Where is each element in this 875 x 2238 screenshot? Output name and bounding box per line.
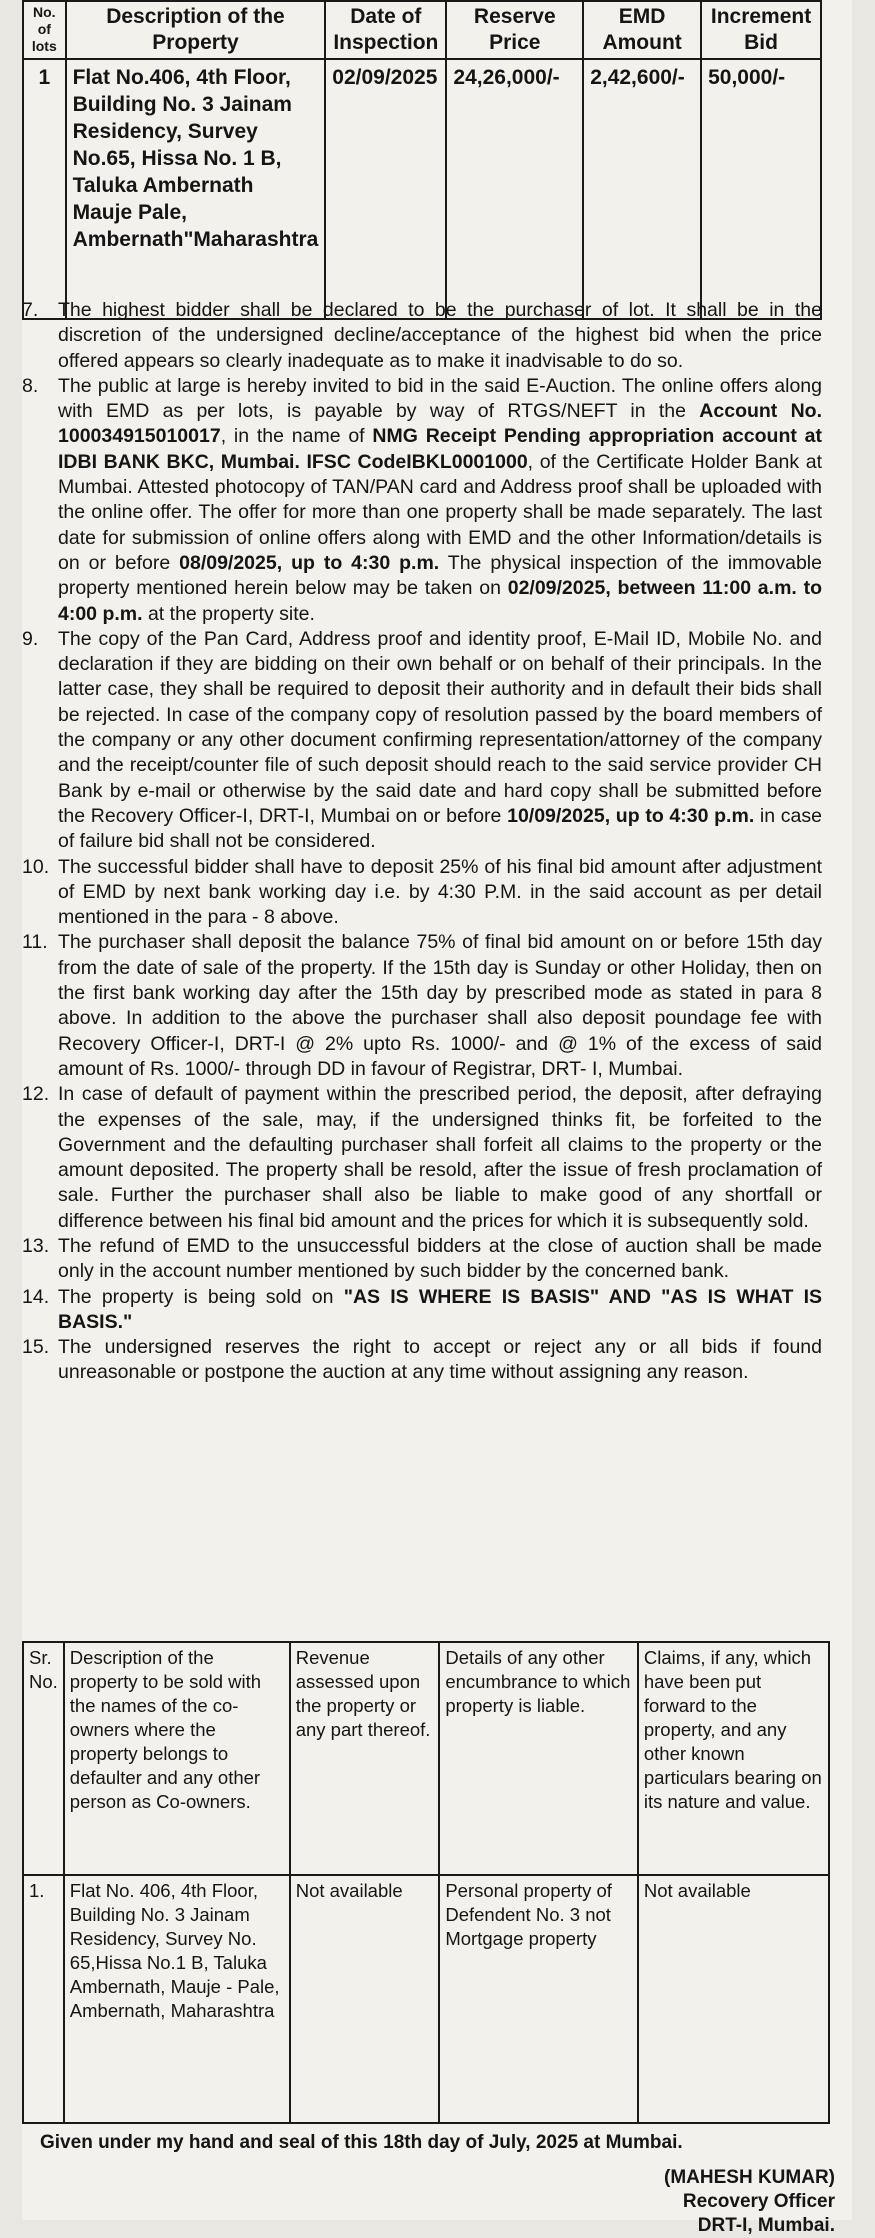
clause-9 — [22, 627, 822, 855]
clause-10 — [22, 855, 822, 931]
clause-7 — [22, 298, 822, 374]
schedule-revenue: Not available — [290, 1875, 440, 2123]
schedule-claims: Not available — [638, 1875, 829, 2123]
header-property-description: Description of the property to be sold with the names of the co-owners where the property belongs to defaulter and any other person as Co-owners. — [64, 1642, 290, 1875]
header-emd-amount: EMD Amount — [583, 1, 701, 59]
lot-number: 1 — [23, 59, 66, 319]
lot-emd-amount: 2,42,600/- — [583, 59, 701, 319]
clause-text: The undersigned reserves the right to accept or reject any or all bids if found unreasonable or postpone the auction at any time without assigning any reason. — [58, 1336, 822, 1384]
clause-8 — [22, 374, 822, 627]
header-increment-bid: Increment Bid — [701, 1, 821, 59]
header-revenue: Revenue assessed upon the property or any part thereof. — [290, 1642, 440, 1875]
schedule-encumbrance: Personal property of Defendent No. 3 not Mortgage property — [439, 1875, 638, 2123]
clause-11 — [22, 930, 822, 1082]
header-reserve-price: Reserve Price — [446, 1, 583, 59]
lot-row — [23, 59, 821, 319]
lot-table-header — [23, 1, 821, 59]
clause-12 — [22, 1082, 822, 1234]
property-schedule-table — [22, 1641, 830, 2124]
lot-reserve-price: 24,26,000/- — [446, 59, 583, 319]
clause-number: 14. — [22, 1285, 50, 1308]
clause-text: The highest bidder shall be declared to be the purchaser of lot. It shall be in the discretion of the undersigned decline/acceptance of the highest bid when the price offered appears so clearly inadequate as to make it inadvisable to do so. — [58, 299, 822, 372]
clause-text: The successful bidder shall have to deposit 25% of his final bid amount after adjustment of EMD by next bank working day i.e. by 4:30 P.M. in the said account as per detail mentioned in the para - 8 above. — [58, 855, 822, 929]
clause-number: 7. — [22, 299, 39, 321]
officer-designation: Recovery Officer — [682, 2191, 835, 2212]
clause-number: 8. — [22, 374, 39, 397]
clause-text: The copy of the Pan Card, Address proof and identity proof, E-Mail ID, Mobile No. and declaration if they are bidding on their own behalf or on behalf of their principals. In the latter case, they shall be required to deposit their authority and in default their bids shall be rejected. In case of the company copy of resolution passed by the board members of the company or any other document confirming representation/attorney of the company and the receipt/counter file of such deposit should reach to the said service provider CH Bank by e-mail or otherwise by the said date and hard copy shall be submitted before the Recovery Officer-I, DRT-I, Mumbai on or before 10/09/2025, up to 4:30 p.m. in case of failure bid shall not be considered. — [58, 627, 822, 853]
schedule-header — [23, 1642, 829, 1875]
clause-number: 15. — [22, 1336, 50, 1359]
clause-text: The purchaser shall deposit the balance 75% of final bid amount on or before 15th day from the date of sale of the property. If the 15th day is Sunday or other Holiday, then on the first bank working day after the 15th day by prescribed mode as stated in para 8 above. In addition to the above the purchaser shall also deposit poundage fee with Recovery Officer-I, DRT-I @ 2% upto Rs. 1000/- and @ 1% of the excess of said amount of Rs. 1000/- through DD in favour of Registrar, DRT- I, Mumbai. — [58, 931, 822, 1080]
terms-list — [22, 298, 822, 1386]
header-sr-no: Sr. No. — [23, 1642, 64, 1875]
signature-block — [664, 2166, 835, 2238]
header-inspection-date: Date of Inspection — [325, 1, 446, 59]
officer-name: (MAHESH KUMAR) — [664, 2167, 835, 2188]
clause-text: In case of default of payment within the prescribed period, the deposit, after defraying the expenses of the sale, may, if the undersigned thinks fit, be forfeited to the Government and the defaulting purchaser shall forfeit all claims to the property or the amount deposited. The property shall be resold, after the issue of fresh proclamation of sale. Further the purchaser shall also be liable to make good of any shortfall or difference between his final bid amount and the prices for which it is subsequently sold. — [58, 1083, 822, 1232]
schedule-sr-no: 1. — [23, 1875, 64, 2123]
clause-15 — [22, 1335, 822, 1386]
schedule-row — [23, 1875, 829, 2123]
lot-description: Flat No.406, 4th Floor, Building No. 3 Jainam Residency, Survey No.65, Hissa No. 1 B, Taluka Ambernath Mauje Pale, Ambernath"Maharashtra — [66, 59, 326, 319]
header-description: Description of the Property — [66, 1, 326, 59]
lot-table — [22, 0, 822, 320]
header-lots: No. of lots — [23, 1, 66, 59]
lot-inspection-date: 02/09/2025 — [325, 59, 446, 319]
clause-13 — [22, 1234, 822, 1285]
clause-text: The public at large is hereby invited to bid in the said E-Auction. The online offers along with EMD as per lots, is payable by way of RTGS/NEFT in the Account No. 100034915010017, in the name of NMG Receipt Pending appropriation account at IDBI BANK BKC, Mumbai. IFSC CodeIBKL0001000, of the Certificate Holder Bank at Mumbai. Attested photocopy of TAN/PAN card and Address proof shall be uploaded with the online offer. The offer for more than one property shall be made separately. The last date for submission of online offers along with EMD and the other Information/details is on or before 08/09/2025, up to 4:30 p.m. The physical inspection of the immovable property mentioned herein below may be taken on 02/09/2025, between 11:00 a.m. to 4:00 p.m. at the property site. — [58, 374, 822, 625]
officer-office: DRT-I, Mumbai. — [697, 2215, 835, 2236]
clause-text: The refund of EMD to the unsuccessful bidders at the close of auction shall be made only in the account number mentioned by such bidder by the concerned bank. — [58, 1234, 822, 1283]
clause-number: 11. — [22, 931, 48, 954]
clause-number: 9. — [22, 627, 39, 650]
schedule-description: Flat No. 406, 4th Floor, Building No. 3 Jainam Residency, Survey No. 65,Hissa No.1 B, Taluka Ambernath, Mauje - Pale, Ambernath, Maharashtra — [64, 1875, 290, 2123]
given-statement: Given under my hand and seal of this 18th day of July, 2025 at Mumbai. — [40, 2132, 683, 2153]
clause-text: The property is being sold on "AS IS WHERE IS BASIS" AND "AS IS WHAT IS BASIS." — [58, 1285, 822, 1333]
clause-number: 13. — [22, 1234, 50, 1257]
clause-number: 10. — [22, 855, 50, 878]
header-claims: Claims, if any, which have been put forward to the property, and any other known particulars bearing on its nature and value. — [638, 1642, 829, 1875]
clause-number: 12. — [22, 1083, 50, 1106]
header-encumbrance: Details of any other encumbrance to which property is liable. — [439, 1642, 638, 1875]
lot-increment-bid: 50,000/- — [701, 59, 821, 319]
clause-14 — [22, 1285, 822, 1336]
